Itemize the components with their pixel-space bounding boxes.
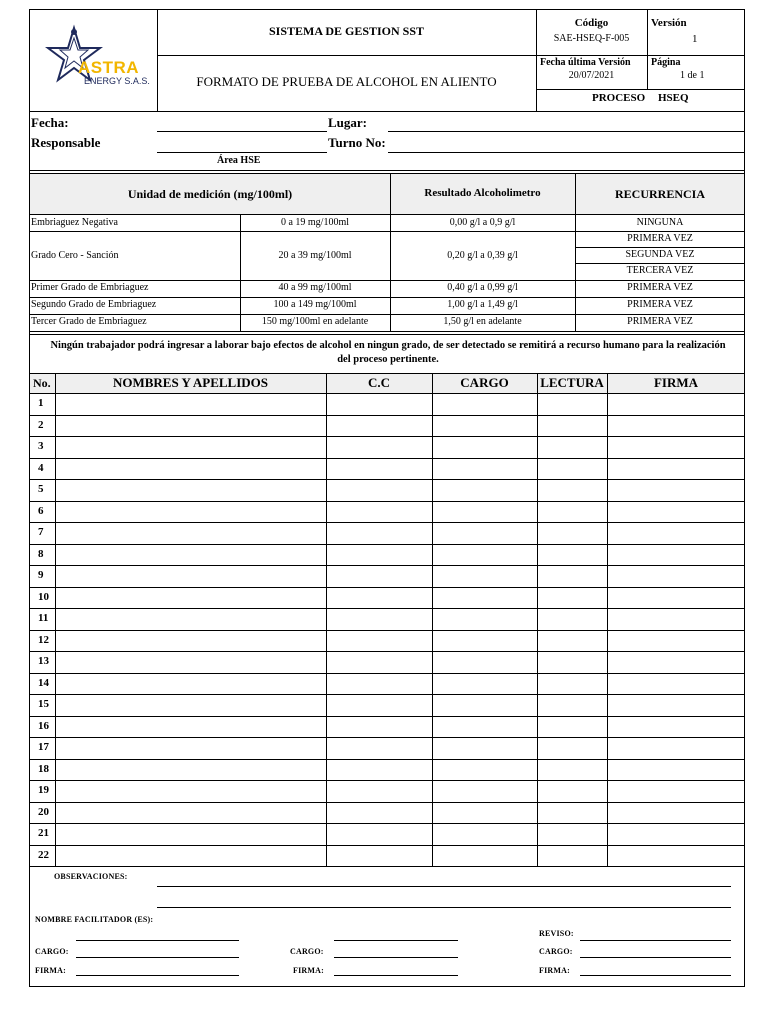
row-number: 7 (38, 526, 44, 538)
grade-primer: Primer Grado de Embriaguez (31, 282, 149, 293)
col-no-header: No. (33, 376, 51, 390)
observaciones-label: OBSERVACIONES: (54, 872, 128, 881)
row-number: 9 (38, 569, 44, 581)
range-negativa: 0 a 19 mg/100ml (280, 217, 350, 228)
row-divider (29, 823, 745, 824)
cargo-label-3: CARGO: (539, 947, 573, 956)
row-number: 16 (38, 719, 49, 732)
company-logo (44, 24, 154, 94)
row-divider (29, 608, 745, 609)
row-number: 6 (38, 504, 44, 517)
result-tercer: 1,50 g/l en adelante (443, 316, 522, 327)
row-divider (29, 479, 745, 480)
pagina-label: Página (651, 57, 681, 68)
firma-label-3: FIRMA: (539, 966, 570, 975)
row-number: 1 (38, 397, 44, 409)
grade-negativa: Embriaguez Negativa (31, 217, 118, 228)
responsable-label: Responsable (31, 135, 101, 150)
row-number: 2 (38, 418, 44, 431)
row-divider (29, 673, 745, 674)
row-number: 8 (38, 547, 44, 560)
proceso-value: HSEQ (658, 92, 689, 104)
row-number: 4 (38, 461, 44, 474)
range-segundo: 100 a 149 mg/100ml (273, 299, 357, 310)
codigo-value: SAE-HSEQ-F-005 (553, 33, 630, 44)
form-title: FORMATO DE PRUEBA DE ALCOHOL EN ALIENTO (196, 74, 497, 89)
lugar-label: Lugar: (328, 115, 367, 130)
row-divider (29, 458, 745, 459)
row-number: 22 (38, 848, 49, 861)
form-frame (29, 9, 745, 987)
facilitador-label: NOMBRE FACILITADOR (ES): (35, 915, 154, 924)
row-divider (29, 780, 745, 781)
grade-segundo: Segundo Grado de Embriaguez (31, 299, 157, 310)
col-lectura-header: LECTURA (540, 375, 604, 390)
result-negativa: 0,00 g/l a 0,9 g/l (449, 217, 516, 228)
notice-text: Ningún trabajador podrá ingresar a laborar bajo efectos de alcohol en ningun grado, de ser detectado se remitirá a recurso humano para la realización del proceso pertinente. (50, 340, 726, 365)
col-cc-header: C.C (367, 375, 391, 390)
cargo-label-1: CARGO: (35, 947, 69, 956)
turno-label: Turno No: (328, 135, 386, 150)
col-cargo-header: CARGO (460, 375, 509, 390)
row-number: 11 (38, 612, 49, 624)
row-divider (29, 759, 745, 760)
version-label: Versión (651, 17, 687, 29)
range-cero: 20 a 39 mg/100ml (278, 250, 352, 261)
system-title: SISTEMA DE GESTION SST (268, 24, 425, 38)
codigo-label: Código (574, 17, 609, 29)
fecha-label: Fecha: (31, 115, 69, 130)
row-divider (29, 866, 745, 867)
row-divider (29, 716, 745, 717)
fecha-version-label: Fecha última Versión (540, 57, 631, 68)
row-divider (29, 802, 745, 803)
row-divider (29, 565, 745, 566)
row-number: 21 (38, 827, 49, 839)
recur-tercer: PRIMERA VEZ (627, 316, 693, 327)
recur-primer: PRIMERA VEZ (627, 282, 693, 293)
area-value: Área HSE (217, 155, 261, 166)
row-divider (29, 651, 745, 652)
row-number: 17 (38, 741, 49, 753)
firma-label-2: FIRMA: (293, 966, 324, 975)
row-divider (29, 587, 745, 588)
fecha-version-value: 20/07/2021 (568, 70, 615, 81)
recur-negativa: NINGUNA (636, 217, 684, 228)
proceso-label: PROCESO (592, 92, 646, 104)
row-number: 10 (38, 590, 49, 603)
row-divider (29, 544, 745, 545)
row-number: 14 (38, 676, 49, 689)
col-unit-header: Unidad de medición (mg/100ml) (127, 187, 293, 201)
col-firma-header: FIRMA (653, 375, 699, 390)
row-divider (29, 694, 745, 695)
firma-label-1: FIRMA: (35, 966, 66, 975)
recur-cero-1: PRIMERA VEZ (627, 233, 693, 244)
row-number: 5 (38, 483, 44, 495)
recur-segundo: PRIMERA VEZ (627, 299, 693, 310)
range-tercer: 150 mg/100ml en adelante (261, 316, 369, 327)
row-divider (29, 415, 745, 416)
grade-cero: Grado Cero - Sanción (31, 250, 119, 261)
logo-subtitle: ENERGY S.A.S. (84, 76, 150, 86)
range-primer: 40 a 99 mg/100ml (278, 282, 352, 293)
row-divider (29, 845, 745, 846)
pagina-value: 1 de 1 (680, 70, 705, 81)
result-segundo: 1,00 g/l a 1,49 g/l (447, 299, 518, 310)
row-number: 13 (38, 655, 49, 667)
col-result-header: Resultado Alcoholimetro (424, 187, 541, 199)
col-name-header: NOMBRES Y APELLIDOS (112, 375, 269, 390)
row-number: 20 (38, 805, 49, 818)
col-recurrence-header: RECURRENCIA (614, 187, 705, 201)
cargo-label-2: CARGO: (290, 947, 324, 956)
row-number: 15 (38, 698, 49, 710)
row-number: 3 (38, 440, 44, 452)
row-divider (29, 522, 745, 523)
logo-name: ASTRA (78, 58, 140, 77)
recur-cero-3: TERCERA VEZ (626, 265, 694, 276)
reviso-label: REVISO: (539, 929, 574, 938)
recur-cero-2: SEGUNDA VEZ (625, 249, 695, 260)
row-number: 18 (38, 762, 49, 775)
row-number: 19 (38, 784, 49, 796)
grade-tercer: Tercer Grado de Embriaguez (31, 316, 147, 327)
row-divider (29, 436, 745, 437)
row-divider (29, 501, 745, 502)
result-cero: 0,20 g/l a 0,39 g/l (447, 250, 518, 261)
row-divider (29, 630, 745, 631)
row-number: 12 (38, 633, 49, 646)
version-value: 1 (692, 33, 698, 45)
row-divider (29, 737, 745, 738)
result-primer: 0,40 g/l a 0,99 g/l (447, 282, 518, 293)
